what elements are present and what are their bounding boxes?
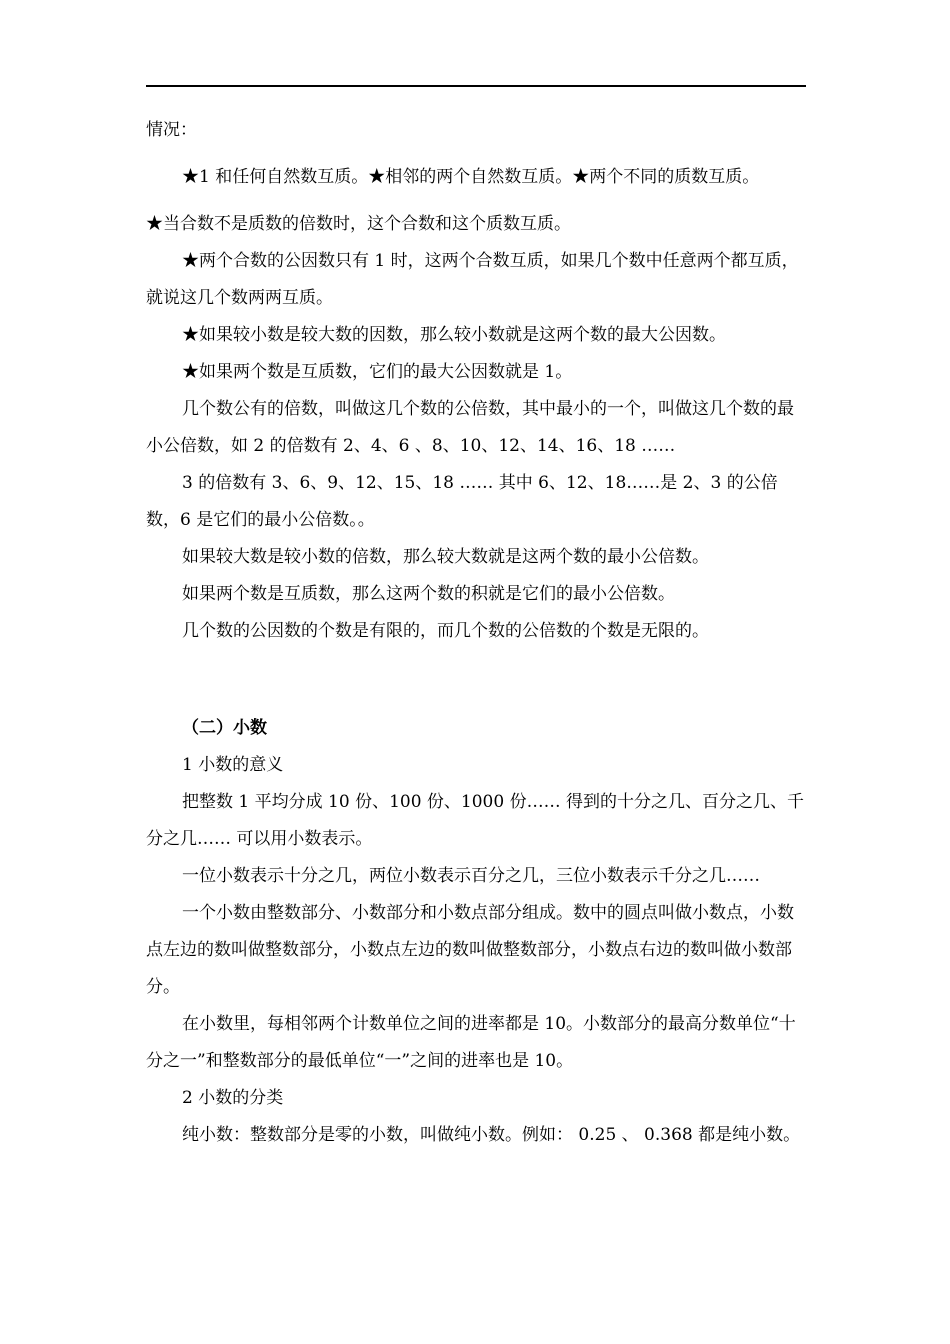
paragraph: ★如果两个数是互质数，它们的最大公因数就是 1。 xyxy=(182,362,573,382)
paragraph: 如果较大数是较小数的倍数，那么较大数就是这两个数的最小公倍数。 xyxy=(182,547,709,567)
paragraph: 如果两个数是互质数，那么这两个数的积就是它们的最小公倍数。 xyxy=(182,584,675,604)
section-heading: （二）小数 xyxy=(182,718,267,738)
paragraph: 情况： xyxy=(146,120,197,140)
paragraph: 一个小数由整数部分、小数部分和小数点部分组成。数中的圆点叫做小数点，小数点左边的数叫做整数部分，小数点左边的数叫做整数部分，小数点右边的数叫做小数部分。 xyxy=(146,903,794,997)
section-gap xyxy=(146,650,810,686)
subheading: 1 小数的意义 xyxy=(182,755,284,775)
paragraph: ★两个合数的公因数只有 1 时，这两个合数互质，如果几个数中任意两个都互质，就说这几个数两两互质。 xyxy=(146,251,799,308)
paragraph: ★当合数不是质数的倍数时，这个合数和这个质数互质。 xyxy=(146,214,571,234)
paragraph: 把整数 1 平均分成 10 份、100 份、1000 份…… 得到的十分之几、百分之几、千分之几…… 可以用小数表示。 xyxy=(146,792,804,849)
paragraph: 几个数的公因数的个数是有限的，而几个数的公倍数的个数是无限的。 xyxy=(182,621,709,641)
paragraph: ★如果较小数是较大数的因数，那么较小数就是这两个数的最大公因数。 xyxy=(182,325,726,345)
header-rule xyxy=(146,85,806,87)
paragraph: 纯小数：整数部分是零的小数，叫做纯小数。例如： 0.25 、 0.368 都是纯小数。 xyxy=(182,1125,801,1145)
subheading: 2 小数的分类 xyxy=(182,1088,284,1108)
paragraph: 3 的倍数有 3、6、9、12、15、18 …… 其中 6、12、18……是 2、3 的公倍数，6 是它们的最小公倍数。。 xyxy=(146,473,778,530)
paragraph: 一位小数表示十分之几，两位小数表示百分之几，三位小数表示千分之几…… xyxy=(182,866,760,886)
paragraph: 在小数里，每相邻两个计数单位之间的进率都是 10。小数部分的最高分数单位“十分之一”和整数部分的最低单位“一”之间的进率也是 10。 xyxy=(146,1014,796,1071)
paragraph: 几个数公有的倍数，叫做这几个数的公倍数，其中最小的一个，叫做这几个数的最小公倍数，如 2 的倍数有 2、4、6 、8、10、12、14、16、18 …… xyxy=(146,399,794,456)
paragraph: ★1 和任何自然数互质。★相邻的两个自然数互质。★两个不同的质数互质。 xyxy=(182,167,760,187)
document-body xyxy=(146,112,810,1154)
